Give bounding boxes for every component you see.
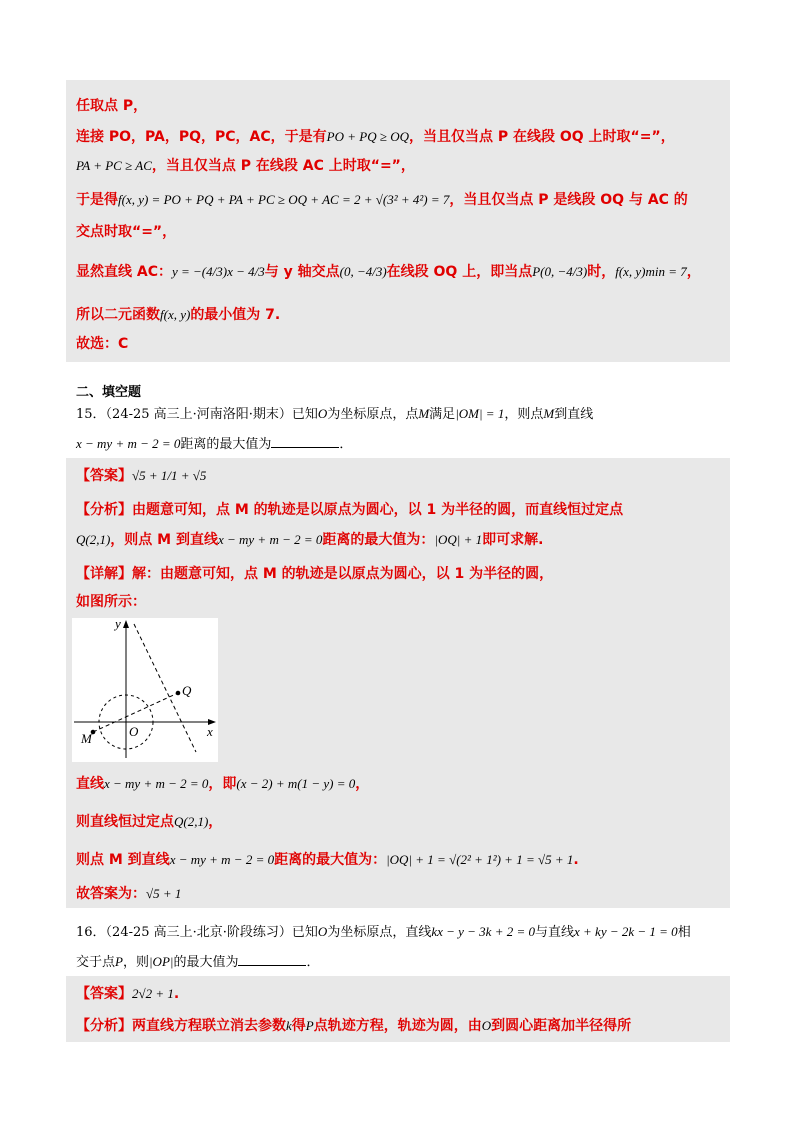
sol14-line1 — [76, 96, 147, 116]
math: (0, −4/3) — [339, 264, 387, 279]
figure-background — [72, 618, 218, 762]
text: 相 — [677, 925, 691, 940]
math: f(x, y)min = 7 — [615, 264, 687, 279]
text: ，当且仅当点 P 在线段 AC 上时取“=”， — [151, 158, 415, 174]
text: 与 y 轴交点 — [264, 264, 340, 280]
math: |OQ| + 1 = √(2² + 1²) + 1 = √5 + 1 — [386, 852, 574, 867]
text: ， — [208, 814, 223, 830]
math: f(x, y) = PO + PQ + PA + PC ≥ OQ + AC = 2 + √(3² + 4²) = 7 — [118, 192, 450, 207]
text: 到圆心距离加半径得所 — [491, 1018, 632, 1034]
answer-blank — [238, 952, 306, 966]
math: P(0, −4/3) — [532, 264, 588, 279]
answer-value: √5 + 1/1 + √5 — [132, 468, 207, 483]
text: ，则点 — [504, 407, 544, 422]
q16-analysis-1 — [76, 1016, 631, 1036]
math: x − my + m − 2 = 0 — [104, 776, 209, 791]
math: Q(2,1) — [76, 532, 111, 547]
q15-analysis-2 — [76, 530, 543, 550]
math: y = −(4/3)x − 4/3 — [171, 264, 265, 279]
text: 距离的最大值为： — [322, 532, 435, 548]
text: 在线段 OQ 上，即当点 — [386, 264, 533, 280]
text: . — [173, 986, 180, 1002]
text: 距离的最大值为 — [180, 437, 272, 452]
point-q — [176, 691, 181, 696]
q15-detail-1 — [76, 564, 553, 584]
math: kx − y − 3k + 2 = 0 — [431, 924, 535, 939]
sol14-line5 — [76, 222, 176, 242]
text: 15．（24-25 高三上·河南洛阳·期末）已知 — [76, 407, 318, 422]
label-y: y — [115, 618, 121, 631]
q16-answer — [76, 984, 179, 1004]
math: x − my + m − 2 = 0 — [217, 532, 323, 547]
math: PA + PC ≥ AC — [76, 158, 152, 173]
math: O — [317, 406, 328, 421]
answer-blank — [271, 434, 339, 448]
sol14-line4 — [76, 190, 688, 210]
text: 为坐标原点，直线 — [327, 925, 432, 940]
text: 交于点 — [76, 955, 116, 970]
text: . — [573, 852, 579, 868]
text: 为坐标原点，点 — [327, 407, 419, 422]
text: 即可求解. — [482, 532, 544, 548]
math: P — [115, 954, 123, 969]
text: ， — [686, 264, 701, 280]
math: |OM| = 1 — [455, 406, 505, 421]
text: 任取点 P， — [76, 98, 148, 114]
text: 交点时取“=”， — [76, 224, 177, 240]
text: 故答案为： — [76, 886, 146, 902]
math: x − my + m − 2 = 0 — [169, 852, 275, 867]
text: ． — [306, 955, 320, 970]
q15-detail-3 — [76, 774, 369, 794]
text: 所以二元函数 — [76, 307, 160, 323]
math: |OP| — [148, 954, 174, 969]
text: 故选：C — [76, 336, 129, 352]
answer-tag: 【答案】 — [76, 986, 132, 1002]
math: |OQ| + 1 — [434, 532, 483, 547]
text: ． — [339, 437, 353, 452]
q15-detail-4 — [76, 812, 222, 832]
text: 直线 — [76, 776, 104, 792]
text: 如图所示： — [76, 594, 146, 610]
math: PO + PQ ≥ OQ — [326, 129, 409, 144]
math: x − my + m − 2 = 0 — [76, 436, 181, 451]
text: 点轨迹方程，轨迹为圆，由 — [313, 1018, 482, 1034]
text: ， — [355, 776, 370, 792]
coordinate-figure — [72, 618, 218, 762]
text: 16．（24-25 高三上·北京·阶段练习）已知 — [76, 925, 318, 940]
math: √5 + 1 — [146, 886, 182, 901]
text: ，则 — [122, 955, 149, 970]
label-x: x — [207, 724, 213, 739]
label-o: O — [129, 724, 139, 739]
math: f(x, y) — [160, 307, 191, 322]
text: 连接 PO，PA，PQ，PC，AC，于是有 — [76, 129, 327, 145]
text: 与直线 — [535, 925, 575, 940]
text: 到直线 — [554, 407, 594, 422]
q15-line1 — [76, 404, 593, 425]
answer-tag: 【答案】 — [76, 468, 132, 484]
math: O — [481, 1018, 492, 1033]
text: 距离的最大值为： — [274, 852, 387, 868]
q15-detail-5 — [76, 850, 579, 870]
math: (x − 2) + m(1 − y) = 0 — [236, 776, 356, 791]
section-heading — [76, 383, 141, 403]
text: 则直线恒过定点 — [76, 814, 174, 830]
label-q: Q — [182, 683, 192, 698]
math: x + ky − 2k − 1 = 0 — [574, 924, 678, 939]
math: k — [286, 1018, 292, 1033]
text: 时， — [587, 264, 616, 280]
answer-value: 2√2 + 1 — [132, 986, 174, 1001]
q15-answer — [76, 466, 206, 486]
text: 两直线方程联立消去参数 — [132, 1018, 286, 1034]
q15-detail-6 — [76, 884, 181, 904]
q16-line2 — [76, 952, 320, 973]
math: O — [317, 924, 328, 939]
text: 于是得 — [76, 192, 118, 208]
text: 显然直线 AC： — [76, 264, 172, 280]
sol14-line2 — [76, 127, 675, 147]
q15-line2 — [76, 434, 352, 455]
sol14-line6 — [76, 262, 701, 282]
text: ，当且仅当点 P 在线段 OQ 上时取“=”， — [409, 129, 675, 145]
text: 解：由题意可知，点 M 的轨迹是以原点为圆心，以 1 为半径的圆， — [132, 566, 554, 582]
text: 二、填空题 — [76, 385, 142, 400]
detail-tag: 【详解】 — [76, 566, 132, 582]
text: ，则点 M 到直线 — [110, 532, 218, 548]
sol14-line3 — [76, 156, 415, 176]
text: 由题意可知，点 M 的轨迹是以原点为圆心，以 1 为半径的圆，而直线恒过定点 — [132, 502, 624, 518]
math: M — [543, 406, 555, 421]
text: ，即 — [208, 776, 237, 792]
label-m: M — [81, 731, 92, 746]
q16-line1 — [76, 922, 691, 943]
analysis-tag: 【分析】 — [76, 502, 132, 518]
q15-analysis-1 — [76, 500, 623, 520]
text: 得 — [291, 1018, 306, 1034]
math: Q(2,1) — [174, 814, 209, 829]
sol14-line7 — [76, 305, 280, 325]
sol14-line8 — [76, 334, 128, 354]
text: 满足 — [429, 407, 456, 422]
text: 的最小值为 7. — [190, 307, 281, 323]
analysis-tag: 【分析】 — [76, 1018, 132, 1034]
text: 则点 M 到直线 — [76, 852, 170, 868]
math: M — [418, 406, 430, 421]
q15-detail-2 — [76, 592, 146, 612]
text: ，当且仅当点 P 是线段 OQ 与 AC 的 — [449, 192, 688, 208]
text: 的最大值为 — [173, 955, 239, 970]
math: P — [305, 1018, 314, 1033]
